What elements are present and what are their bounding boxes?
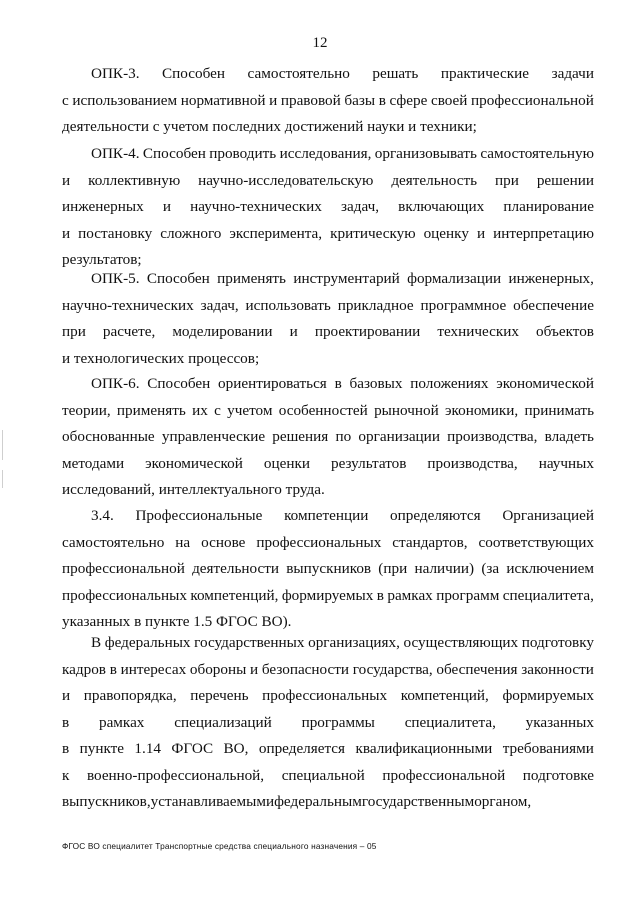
- word: использованием: [72, 91, 178, 109]
- word: выпускников: [286, 560, 372, 577]
- word: коллективную: [88, 171, 181, 189]
- word: экономической: [145, 454, 243, 472]
- word: 1.14: [134, 740, 161, 757]
- text-line: [62, 266, 594, 293]
- word: при: [495, 171, 519, 189]
- word: деятельности: [192, 560, 280, 577]
- word: эксперимента,: [229, 224, 323, 242]
- word: учетом: [227, 401, 273, 419]
- text-line: [62, 763, 594, 790]
- word: инженерных: [62, 198, 144, 215]
- word: и: [289, 323, 298, 340]
- word: указанных в пункте 1.5 ФГОС ВО).: [62, 613, 292, 630]
- text-line: [62, 556, 594, 583]
- word: формируемых: [281, 586, 374, 604]
- word: с: [214, 401, 221, 419]
- word: Профессиональные: [135, 507, 263, 524]
- word: определяются: [390, 507, 481, 524]
- text-line: [62, 710, 594, 737]
- word: проводить: [209, 145, 277, 162]
- word: кадров: [62, 660, 106, 678]
- text-line: [62, 583, 594, 610]
- word: и: [162, 198, 171, 215]
- word: квалификационными: [355, 740, 493, 757]
- word: исключением: [506, 560, 594, 577]
- word: (при: [378, 560, 408, 577]
- word: базы: [344, 91, 376, 109]
- word: практические: [440, 65, 530, 82]
- word: организациях,: [308, 634, 400, 651]
- word: военно-профессиональной,: [86, 766, 265, 784]
- word: Способен: [162, 65, 226, 82]
- paragraph-opk-5: [62, 266, 594, 372]
- paragraph-opk-3: [62, 61, 594, 141]
- word: в: [334, 375, 342, 392]
- word: расчете,: [102, 323, 156, 340]
- word: самостоятельно: [247, 65, 350, 82]
- word: решения: [272, 428, 329, 445]
- word: рамках: [98, 713, 145, 731]
- text-line: [62, 141, 594, 168]
- word: правопорядка,: [83, 687, 177, 704]
- word: включающих: [398, 198, 485, 215]
- text-line: [62, 630, 594, 657]
- word: наличии): [414, 560, 475, 577]
- word: компетенций,: [400, 687, 489, 704]
- word: осуществляющих: [403, 634, 519, 651]
- word: государственных: [194, 634, 305, 651]
- text-line: [62, 736, 594, 763]
- word: планирование: [503, 198, 594, 215]
- paragraph-federal-organizations: [62, 630, 594, 816]
- word: органом,: [474, 793, 532, 810]
- word: критическую: [330, 224, 416, 242]
- word: Организацией: [502, 507, 594, 524]
- word: 3.4.: [91, 507, 114, 524]
- word: федеральным: [274, 793, 362, 810]
- word: применять: [217, 270, 286, 287]
- text-line: [62, 371, 594, 398]
- word: подготовке: [522, 766, 594, 784]
- scan-edge-mark: [2, 470, 3, 488]
- word: интересах: [120, 660, 187, 678]
- word: к: [62, 766, 70, 784]
- paragraph-3-4: [62, 503, 594, 636]
- word: и: [476, 224, 486, 242]
- word: проектировании: [314, 323, 421, 340]
- word: программ: [436, 586, 500, 604]
- word: результатов;: [62, 251, 142, 268]
- text-line: [62, 319, 594, 346]
- page-number: 12: [312, 35, 328, 51]
- word: в: [376, 586, 384, 604]
- word: пункте: [79, 740, 124, 757]
- word: ориентироваться: [218, 375, 327, 392]
- word: в: [62, 713, 70, 731]
- word: интерпретацию: [493, 224, 594, 242]
- word: результатов: [330, 454, 407, 472]
- word: профессиональной: [62, 560, 185, 577]
- word: научных: [538, 454, 594, 472]
- word: ФГОС: [171, 740, 214, 757]
- text-line: [62, 477, 594, 504]
- word: соответствующих: [478, 533, 594, 551]
- word: исследований, интеллектуального труда.: [62, 481, 325, 498]
- word: и: [250, 660, 259, 678]
- word: специалитета,: [404, 713, 496, 731]
- word: теории,: [62, 401, 111, 419]
- word: владеть: [544, 428, 594, 445]
- word: решении: [536, 171, 594, 189]
- text-line: [62, 789, 594, 816]
- word: и: [62, 224, 71, 242]
- word: в: [378, 91, 386, 109]
- word: Способен: [146, 270, 210, 287]
- word: подготовку: [521, 634, 594, 651]
- word: ОПК-5.: [91, 270, 140, 287]
- paragraph-opk-6: [62, 371, 594, 504]
- word: и: [62, 687, 71, 704]
- word: государства,: [352, 660, 433, 678]
- word: перечень: [190, 687, 249, 704]
- word: ОПК-3.: [91, 65, 140, 82]
- word: В: [91, 634, 102, 651]
- word: и: [62, 171, 71, 189]
- word: определяется: [258, 740, 346, 757]
- word: с: [62, 91, 69, 109]
- word: по: [335, 428, 352, 445]
- word: производства,: [427, 454, 518, 472]
- word: безопасности: [261, 660, 350, 678]
- word: инструментарий: [293, 270, 400, 287]
- word: специалитета,: [502, 586, 594, 604]
- text-line: [62, 424, 594, 451]
- word: формируемых: [502, 687, 594, 704]
- text-line: [62, 346, 594, 373]
- word: федеральных: [104, 634, 191, 651]
- word: в: [109, 660, 117, 678]
- text-line: [62, 88, 594, 115]
- text-line: [62, 398, 594, 425]
- text-line: [62, 168, 594, 195]
- word: положениях: [410, 375, 489, 392]
- word: задач,: [340, 198, 380, 215]
- word: указанных: [525, 713, 594, 731]
- scan-edge-mark: [2, 430, 3, 460]
- word: и технологических процессов;: [62, 349, 260, 367]
- word: сфере: [389, 91, 428, 109]
- word: обороны: [189, 660, 247, 678]
- word: моделировании: [172, 323, 273, 340]
- word: формализации: [407, 270, 502, 287]
- word: устанавливаемыми: [150, 793, 275, 810]
- word: ОПК-6.: [91, 375, 140, 392]
- word: ОПК-4.: [91, 145, 140, 162]
- word: объектов: [536, 323, 594, 340]
- word: Способен: [142, 145, 206, 162]
- text-line: [62, 293, 594, 320]
- word: их: [192, 401, 208, 419]
- word: государственным: [361, 793, 475, 810]
- word: профессиональных: [62, 586, 187, 604]
- word: своей: [430, 91, 468, 109]
- word: нормативной: [180, 91, 266, 109]
- word: обеспечения: [436, 660, 518, 678]
- paragraph-opk-4: [62, 141, 594, 274]
- word: и: [269, 91, 278, 109]
- word: профессиональных: [262, 687, 388, 704]
- word: самостоятельно: [62, 533, 165, 551]
- word: основе: [201, 533, 246, 551]
- word: деятельность: [391, 171, 478, 189]
- word: профессиональной: [471, 91, 594, 109]
- word: при: [62, 323, 86, 340]
- word: инженерных,: [508, 270, 594, 287]
- text-line: [62, 530, 594, 557]
- word: рыночной: [374, 401, 439, 419]
- word: оценки: [263, 454, 310, 472]
- word: решать: [372, 65, 419, 82]
- word: организации: [358, 428, 440, 445]
- word: научно-исследовательскую: [198, 171, 374, 189]
- word: технических: [437, 323, 519, 340]
- word: программы: [301, 713, 375, 731]
- word: самостоятельную: [480, 145, 594, 162]
- word: компетенций,: [190, 586, 279, 604]
- word: прикладное: [337, 296, 414, 314]
- text-line: [62, 114, 594, 141]
- word: специализаций: [174, 713, 272, 731]
- word: постановку: [78, 224, 153, 242]
- word: стандартов,: [392, 533, 468, 551]
- word: задач,: [200, 296, 239, 314]
- word: в: [62, 740, 70, 757]
- word: исследования,: [279, 145, 372, 162]
- word: особенностей: [278, 401, 368, 419]
- word: специальной: [281, 766, 365, 784]
- text-line: [62, 451, 594, 478]
- word: ВО,: [223, 740, 249, 757]
- text-line: [62, 683, 594, 710]
- document-footer: ФГОС ВО специалитет Транспортные средства специального назначения – 05: [62, 841, 377, 851]
- text-line: [62, 194, 594, 221]
- word: экономической: [496, 375, 594, 392]
- word: обеспечение: [513, 296, 594, 314]
- word: производства,: [447, 428, 538, 445]
- word: научно-технических: [190, 198, 322, 215]
- text-line: [62, 61, 594, 88]
- word: профессиональной: [382, 766, 506, 784]
- word: оценку: [423, 224, 469, 242]
- word: рамках: [387, 586, 433, 604]
- text-line: [62, 221, 594, 248]
- word: сложного: [160, 224, 222, 242]
- word: правовой: [280, 91, 341, 109]
- word: (за: [481, 560, 500, 577]
- text-line: [62, 657, 594, 684]
- word: задачи: [551, 65, 594, 82]
- word: научно-технических: [62, 296, 194, 314]
- word: профессиональных: [256, 533, 382, 551]
- word: выпускников,: [62, 793, 151, 810]
- word: принимать: [524, 401, 594, 419]
- word: базовых: [349, 375, 403, 392]
- word: методами: [62, 454, 125, 472]
- word: обоснованные: [62, 428, 155, 445]
- word: программное: [420, 296, 507, 314]
- word: управленческие: [161, 428, 266, 445]
- word: Способен: [147, 375, 211, 392]
- word: организовывать: [374, 145, 477, 162]
- word: использовать: [245, 296, 331, 314]
- word: законности: [521, 660, 594, 678]
- word: деятельности с учетом последних достижений науки и техники;: [62, 118, 477, 135]
- text-line: [62, 503, 594, 530]
- word: применять: [116, 401, 186, 419]
- word: требованиями: [502, 740, 594, 757]
- word: компетенции: [284, 507, 369, 524]
- word: экономики,: [444, 401, 519, 419]
- word: на: [175, 533, 191, 551]
